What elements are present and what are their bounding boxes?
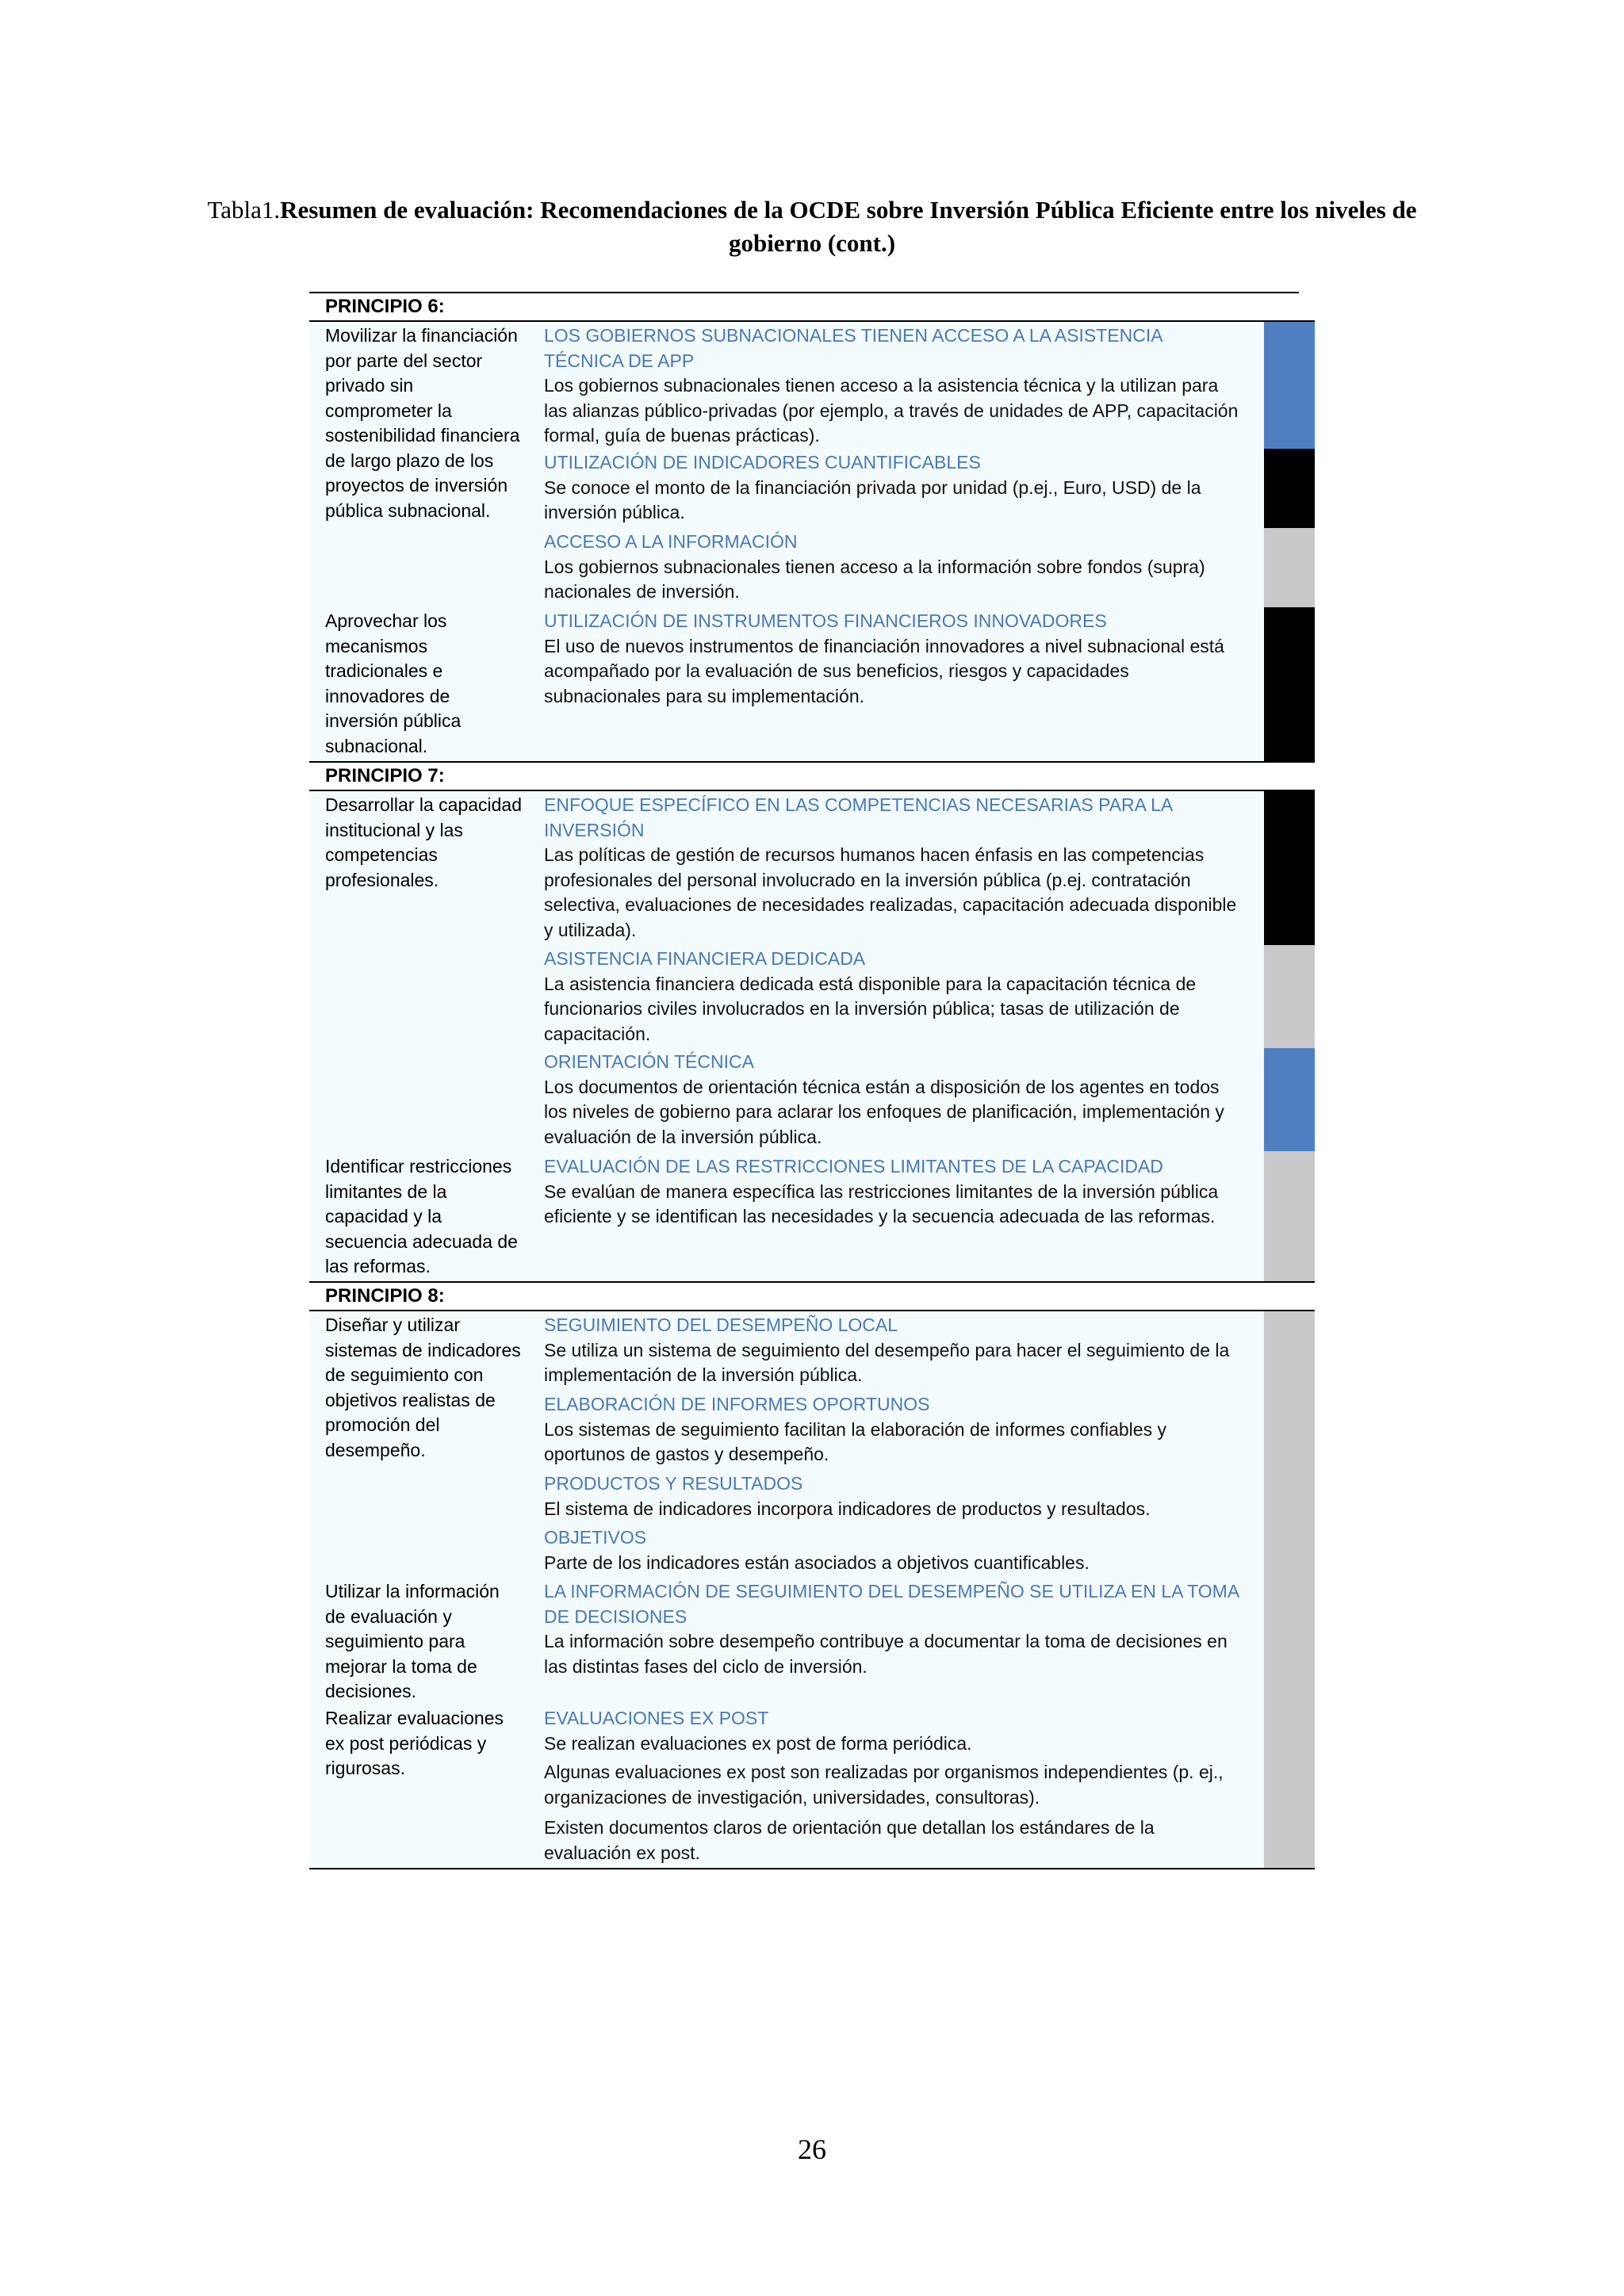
criterion-heading: ORIENTACIÓN TÉCNICA xyxy=(544,1051,754,1072)
criterion-8-8 xyxy=(544,1816,1242,1866)
rating-cell-6-3 xyxy=(1264,528,1315,607)
criterion-8-3 xyxy=(544,1471,1242,1521)
rating-cell-7-1 xyxy=(1264,791,1315,945)
rating-cell-7-3 xyxy=(1264,1048,1315,1151)
principle-8-header xyxy=(309,1281,1315,1311)
principle-6-header xyxy=(309,293,1315,322)
criterion-description: Se utiliza un sistema de seguimiento del desempeño para hacer el seguimiento de la implementación de la inversión pública. xyxy=(544,1339,1230,1385)
criterion-8-4 xyxy=(544,1525,1242,1575)
rating-cell-7-2 xyxy=(1264,945,1315,1048)
rating-cell-6-1 xyxy=(1264,322,1315,449)
table-caption xyxy=(190,193,1434,260)
criterion-heading: LOS GOBIERNOS SUBNACIONALES TIENEN ACCESO A LA ASISTENCIA TÉCNICA DE APP xyxy=(544,325,1162,371)
criterion-6-4 xyxy=(544,609,1242,709)
criterion-7-4 xyxy=(544,1154,1242,1230)
criterion-description: Se evalúan de manera específica las restricciones limitantes de la inversión pública eficiente y se identifican las necesidades y la secuencia adecuada de las reformas. xyxy=(544,1181,1219,1226)
criterion-6-1 xyxy=(544,323,1242,449)
criterion-description: El sistema de indicadores incorpora indicadores de productos y resultados. xyxy=(544,1498,1151,1519)
principle-8-label: PRINCIPIO 8: xyxy=(325,1285,445,1307)
criterion-7-3 xyxy=(544,1050,1242,1150)
criterion-description: El uso de nuevos instrumentos de financiación innovadores a nivel subnacional está acompañado por la evaluación de sus beneficios, riesgos y capacidades subnacionales para su implementación. xyxy=(544,635,1224,706)
criterion-7-2 xyxy=(544,947,1242,1047)
criterion-description: La asistencia financiera dedicada está disponible para la capacitación técnica de funcionarios civiles involucrados en la inversión pública; tasas de utilización de capacitación. xyxy=(544,973,1197,1044)
criterion-heading: OBJETIVOS xyxy=(544,1527,647,1548)
principle-7-label: PRINCIPIO 7: xyxy=(325,765,445,786)
criterion-description: Los gobiernos subnacionales tienen acceso a la información sobre fondos (supra) nacionales de inversión. xyxy=(544,556,1205,602)
criterion-heading: PRODUCTOS Y RESULTADOS xyxy=(544,1473,803,1494)
criterion-description: Los gobiernos subnacionales tienen acceso a la asistencia técnica y la utilizan para las alianzas público-privadas (por ejemplo, a través de unidades de APP, capacitación formal, guía de buenas prácticas). xyxy=(544,375,1239,446)
criterion-heading: ACCESO A LA INFORMACIÓN xyxy=(544,531,798,552)
criterion-heading: UTILIZACIÓN DE INDICADORES CUANTIFICABLES xyxy=(544,452,981,473)
criterion-heading: EVALUACIONES EX POST xyxy=(544,1708,769,1728)
objective-8-3: Realizar evaluaciones ex post periódicas y rigurosas. xyxy=(325,1708,504,1778)
criterion-8-2 xyxy=(544,1392,1242,1468)
caption-lead: Tabla1. xyxy=(207,196,281,224)
criterion-8-6 xyxy=(544,1706,1242,1756)
objective-6-2: Aprovechar los mecanismos tradicionales e innovadores de inversión pública subnacional. xyxy=(325,610,462,756)
rating-cell-6-2 xyxy=(1264,449,1315,528)
criterion-6-3 xyxy=(544,530,1242,605)
rating-cell-7-4 xyxy=(1264,1151,1315,1281)
criterion-description: Se conoce el monto de la financiación privada por unidad (p.ej., Euro, USD) de la inversión pública. xyxy=(544,476,1201,522)
page-number: 26 xyxy=(798,2133,826,2165)
criterion-8-7 xyxy=(544,1760,1242,1810)
criterion-description: Los documentos de orientación técnica están a disposición de los agentes en todos los niveles de gobierno para aclarar los enfoques de planificación, implementación y evaluación de la inversión pública. xyxy=(544,1076,1224,1147)
criterion-description: La información sobre desempeño contribuye a documentar la toma de decisiones en las distintas fases del ciclo de inversión. xyxy=(544,1631,1228,1677)
criterion-heading: UTILIZACIÓN DE INSTRUMENTOS FINANCIEROS INNOVADORES xyxy=(544,610,1107,631)
criterion-8-1 xyxy=(544,1313,1242,1388)
criterion-7-1 xyxy=(544,793,1242,943)
rating-cell-8 xyxy=(1264,1311,1315,1868)
table-bottom-rule xyxy=(309,1868,1315,1869)
principle-7-header xyxy=(309,761,1315,791)
rating-cell-6-4 xyxy=(1264,607,1315,761)
criterion-heading: ASISTENCIA FINANCIERA DEDICADA xyxy=(544,948,866,969)
objective-6-1: Movilizar la financiación por parte del sector privado sin comprometer la sostenibilidad financiera de largo plazo de los proyectos de inversión pública subnacional. xyxy=(325,325,520,521)
criterion-description: Las políticas de gestión de recursos humanos hacen énfasis en las competencias profesionales del personal involucrado en la inversión pública (p.ej. contratación selectiva, evaluaciones de necesidades realizadas, capacitación adecuada disponible y utilizada). xyxy=(544,844,1237,940)
objective-8-2: Utilizar la información de evaluación y seguimiento para mejorar la toma de decisiones. xyxy=(325,1581,500,1701)
criterion-heading: ELABORACIÓN DE INFORMES OPORTUNOS xyxy=(544,1394,930,1414)
criterion-heading: EVALUACIÓN DE LAS RESTRICCIONES LIMITANTES DE LA CAPACIDAD xyxy=(544,1156,1163,1177)
criterion-description: Existen documentos claros de orientación que detallan los estándares de la evaluación ex post. xyxy=(544,1817,1155,1863)
criterion-heading: SEGUIMIENTO DEL DESEMPEÑO LOCAL xyxy=(544,1314,898,1335)
criterion-description: Los sistemas de seguimiento facilitan la elaboración de informes confiables y oportunos de gastos y desempeño. xyxy=(544,1418,1166,1464)
objective-7-2: Identificar restricciones limitantes de la capacidad y la secuencia adecuada de las reformas. xyxy=(325,1156,518,1276)
criterion-description: Parte de los indicadores están asociados a objetivos cuantificables. xyxy=(544,1552,1090,1573)
criterion-description: Se realizan evaluaciones ex post de forma periódica. xyxy=(544,1732,972,1754)
criterion-8-5 xyxy=(544,1579,1242,1679)
objective-7-1: Desarrollar la capacidad institucional y las competencias profesionales. xyxy=(325,794,523,890)
criterion-description: Algunas evaluaciones ex post son realizadas por organismos independientes (p. ej., organizaciones de investigación, universidades, consultoras). xyxy=(544,1762,1224,1808)
principle-6-label: PRINCIPIO 6: xyxy=(325,296,445,317)
criterion-heading: LA INFORMACIÓN DE SEGUIMIENTO DEL DESEMPEÑO SE UTILIZA EN LA TOMA DE DECISIONES xyxy=(544,1581,1239,1627)
caption-title: Resumen de evaluación: Recomendaciones de la OCDE sobre Inversión Pública Eficiente entre los niveles de gobierno (cont.) xyxy=(280,196,1417,257)
objective-8-1: Diseñar y utilizar sistemas de indicadores de seguimiento con objetivos realistas de promoción del desempeño. xyxy=(325,1314,521,1460)
criterion-6-2 xyxy=(544,450,1242,526)
criterion-heading: ENFOQUE ESPECÍFICO EN LAS COMPETENCIAS NECESARIAS PARA LA INVERSIÓN xyxy=(544,794,1172,840)
